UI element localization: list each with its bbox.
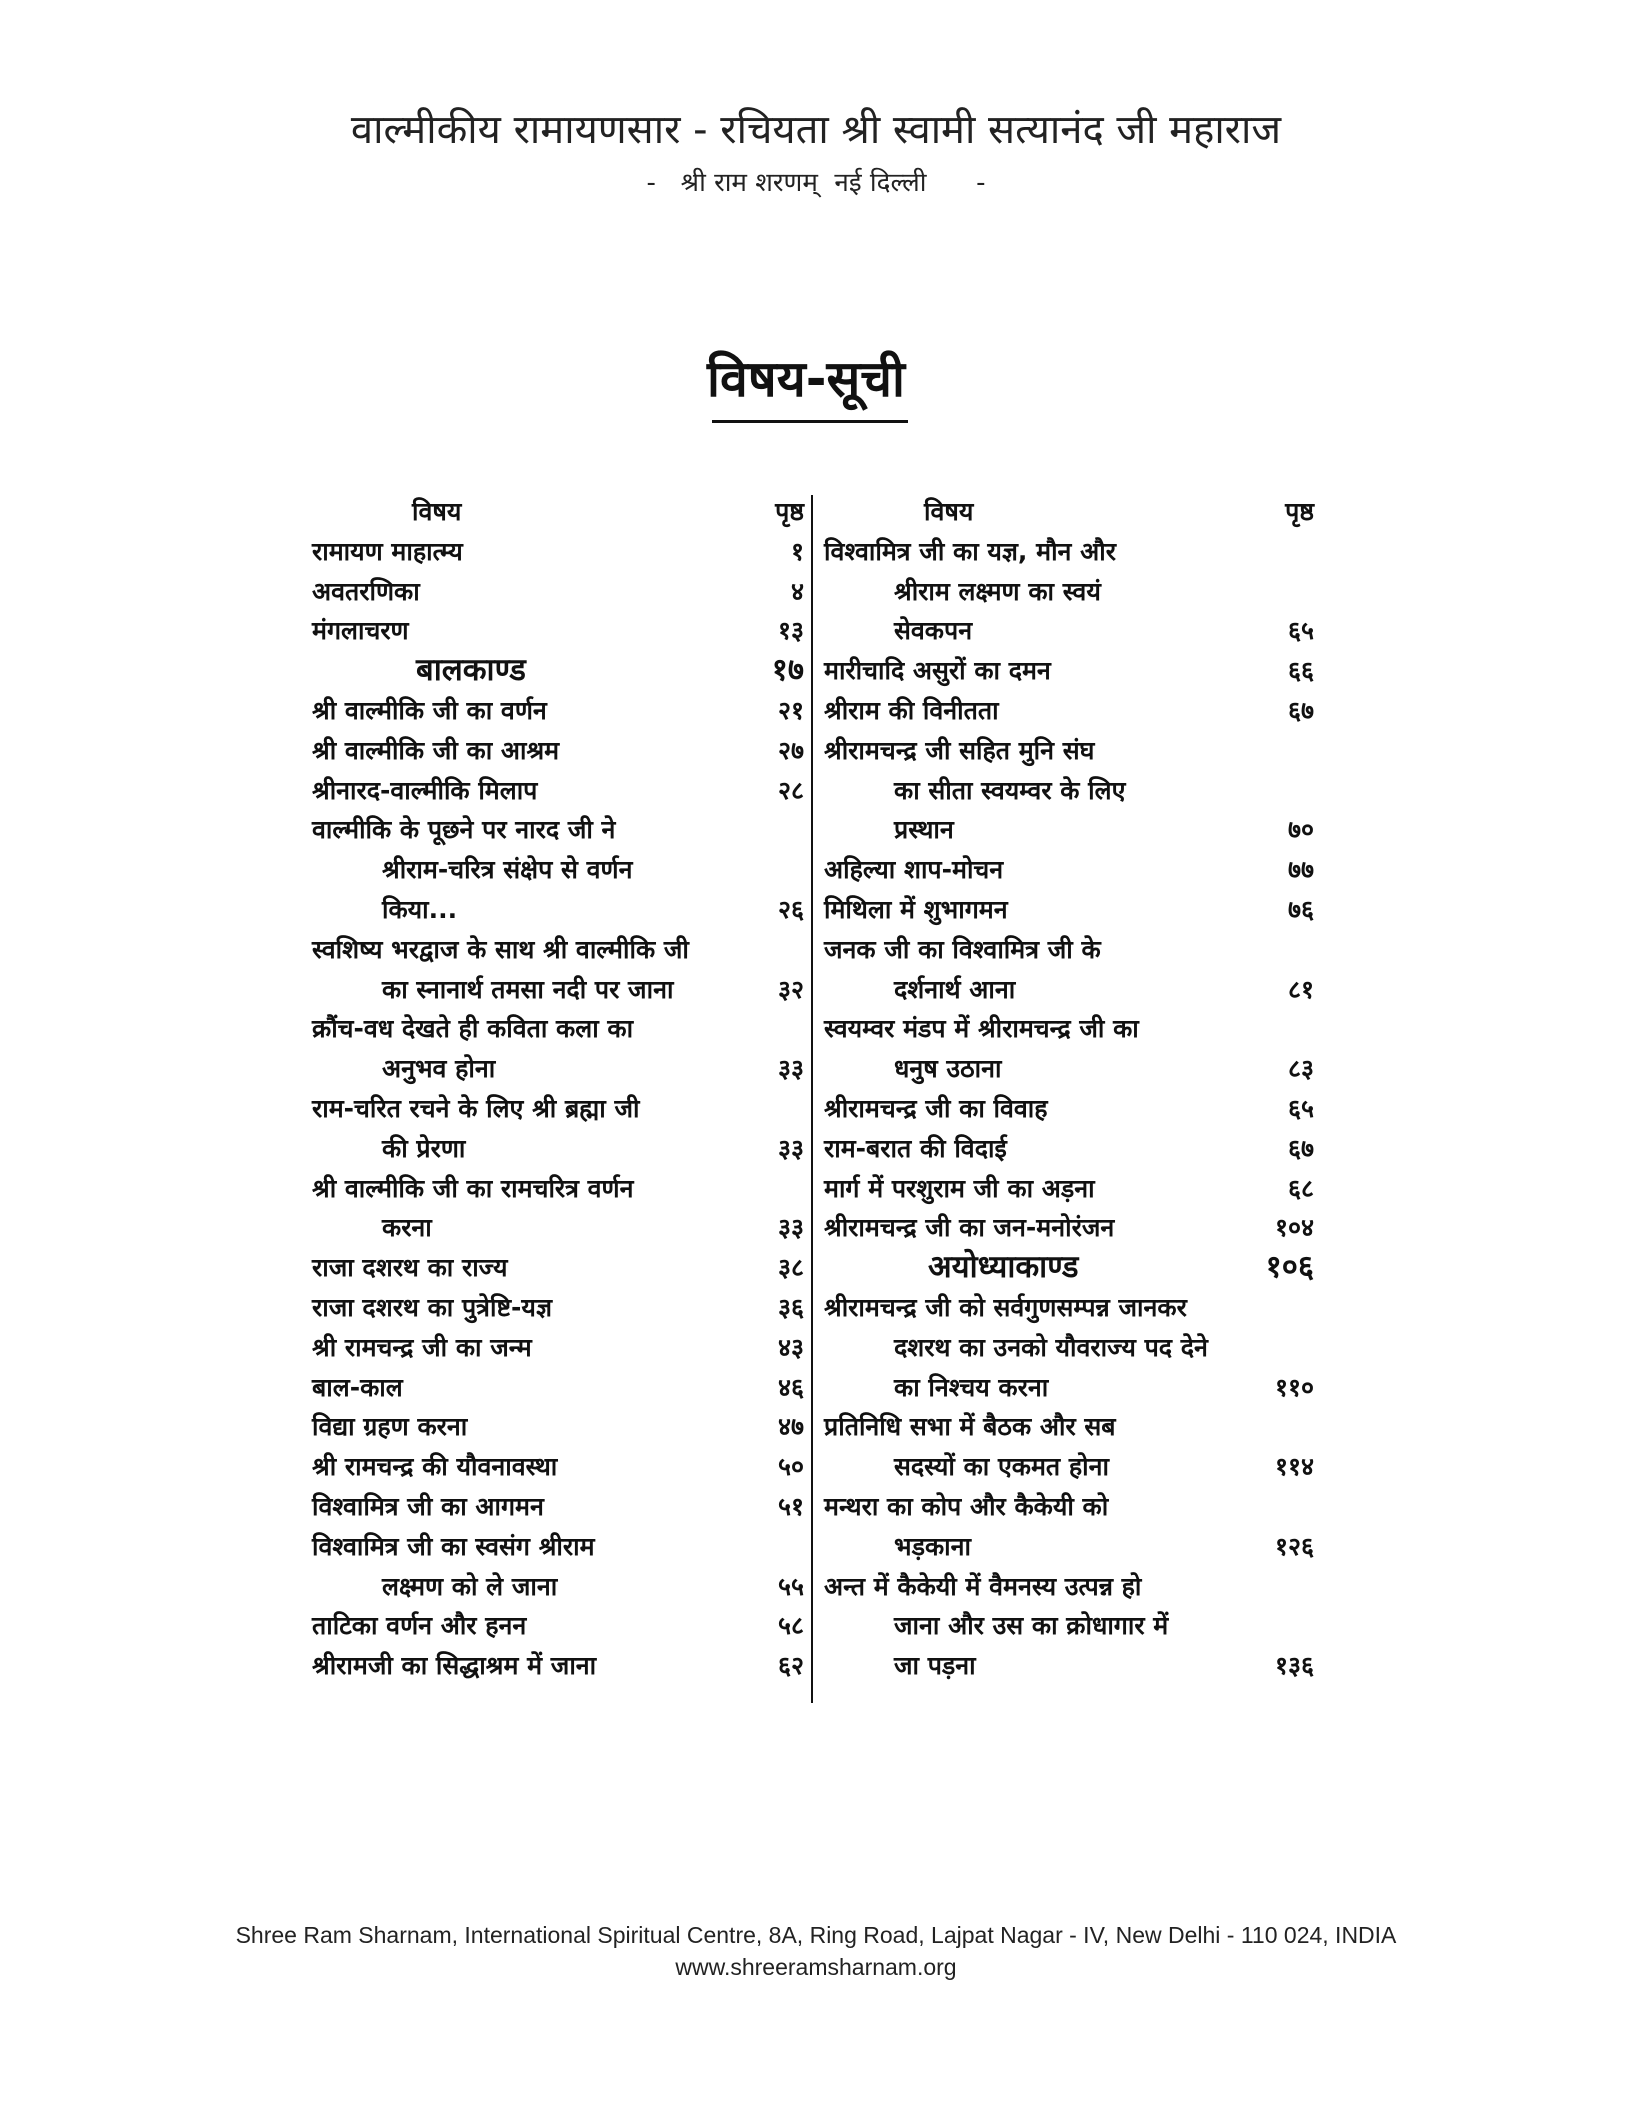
toc-entry-row [312, 1129, 804, 1169]
entry-title: का निश्चय करना [894, 1372, 1049, 1402]
entry-page-number: १०४ [1274, 1213, 1314, 1243]
entry-title: श्रीरामचन्द्र जी का विवाह [824, 1093, 1048, 1123]
entry-title: विश्वामित्र जी का यज्ञ, मौन और [824, 536, 1116, 566]
entry-title: श्रीराम लक्ष्मण का स्वयं [894, 576, 1101, 606]
entry-title: मार्ग में परशुराम जी का अड़ना [824, 1173, 1095, 1203]
entry-title: प्रस्थान [894, 815, 954, 845]
toc-entry-row [312, 1646, 804, 1686]
entry-title: किया... [382, 894, 458, 924]
entry-title: मारीचादि असुरों का दमन [824, 656, 1051, 686]
section-title: अयोध्याकाण्ड [928, 1249, 1079, 1286]
entry-title: श्रीरामजी का सिद्धाश्रम में जाना [312, 1651, 597, 1681]
toc-entry-row [824, 1447, 1314, 1487]
book-title-line: वाल्मीकीय रामायणसार - रचियता श्री स्वामी सत्यानंद जी महाराज [350, 107, 1282, 153]
toc-entry-row [824, 1567, 1314, 1607]
entry-page-number: २६ [777, 894, 804, 924]
entry-title: स्वशिष्य भरद्वाज के साथ श्री वाल्मीकि जी [312, 934, 689, 964]
entry-page-number: १७ [771, 652, 804, 689]
entry-title: लक्ष्मण को ले जाना [382, 1571, 558, 1601]
entry-title: की प्रेरणा [382, 1133, 466, 1163]
entry-page-number: ७० [1287, 815, 1314, 845]
entry-title: राम-चरित रचने के लिए श्री ब्रह्मा जी [312, 1093, 640, 1123]
entry-title: मन्थरा का कोप और कैकेयी को [824, 1491, 1109, 1521]
entry-title: भड़काना [894, 1531, 971, 1561]
entry-title: श्रीरामचन्द्र जी को सर्वगुणसम्पन्न जानकर [824, 1292, 1187, 1322]
toc-title: विषय-सूची [707, 350, 905, 408]
entry-page-number: ३६ [777, 1292, 804, 1322]
toc-entry-row [312, 1049, 804, 1089]
toc-left-header-row [312, 492, 804, 532]
entry-page-number: ४७ [777, 1412, 804, 1442]
toc-entry-row [824, 1328, 1314, 1368]
entry-page-number: ४३ [777, 1332, 804, 1362]
entry-page-number: ३८ [777, 1253, 804, 1283]
entry-title: श्री रामचन्द्र की यौवनावस्था [312, 1452, 558, 1482]
entry-title: दशरथ का उनको यौवराज्य पद देने [894, 1332, 1208, 1362]
toc-entry-row [824, 611, 1314, 651]
toc-entry-row [824, 1646, 1314, 1686]
toc-entry-row [824, 850, 1314, 890]
toc-entry-row [824, 1169, 1314, 1209]
toc-entry-row [824, 1407, 1314, 1447]
entry-title: का सीता स्वयम्वर के लिए [894, 775, 1126, 805]
entry-page-number: २७ [777, 735, 804, 765]
entry-title: मंगलाचरण [312, 616, 409, 646]
toc-entry-row [312, 1527, 804, 1567]
entry-title: बाल-काल [312, 1372, 403, 1402]
subject-header: विषय [924, 497, 974, 526]
entry-title: वाल्मीकि के पूछने पर नारद जी ने [312, 815, 616, 845]
entry-page-number: १०६ [1265, 1249, 1314, 1286]
page-header: पृष्ठ [1285, 497, 1314, 526]
toc-entry-row [824, 1606, 1314, 1646]
toc-entry-row [312, 1089, 804, 1129]
toc-entry-row [824, 1527, 1314, 1567]
toc-section-row [312, 651, 804, 691]
entry-title: जाना और उस का क्रोधागार में [894, 1611, 1169, 1641]
toc-entry-row [824, 1487, 1314, 1527]
entry-title: रामायण माहात्म्य [312, 536, 463, 566]
column-divider [811, 495, 813, 1703]
entry-title: दर्शनार्थ आना [894, 974, 1016, 1004]
toc-entry-row [824, 1049, 1314, 1089]
entry-title: अवतरणिका [312, 576, 420, 606]
entry-title: श्रीरामचन्द्र जी सहित मुनि संघ [824, 735, 1095, 765]
toc-entry-row [312, 1208, 804, 1248]
entry-page-number: ३२ [777, 974, 804, 1004]
toc-entry-row [824, 731, 1314, 771]
toc-entry-row [824, 1288, 1314, 1328]
toc-entry-row [824, 572, 1314, 612]
toc-entry-row [312, 1567, 804, 1607]
toc-entry-row [312, 890, 804, 930]
toc-entry-row [824, 771, 1314, 811]
toc-entry-row [312, 731, 804, 771]
toc-entry-row [824, 970, 1314, 1010]
toc-entry-row [824, 810, 1314, 850]
footer-address: Shree Ram Sharnam, International Spiritual Centre, 8A, Ring Road, Lajpat Nagar - IV, New Delhi - 110 024, INDIA [235, 1922, 1397, 1948]
entry-page-number: ६६ [1287, 656, 1314, 686]
toc-entry-row [824, 1009, 1314, 1049]
entry-page-number: ८३ [1287, 1054, 1314, 1084]
toc-entry-row [312, 810, 804, 850]
toc-entry-row [824, 1368, 1314, 1408]
toc-left-column [312, 492, 804, 1686]
entry-title: करना [382, 1213, 432, 1243]
entry-title: जा पड़ना [894, 1651, 976, 1681]
entry-page-number: ६८ [1287, 1173, 1314, 1203]
entry-title: अन्त में कैकेयी में वैमनस्य उत्पन्न हो [824, 1571, 1142, 1601]
entry-title: विश्वामित्र जी का स्वसंग श्रीराम [312, 1531, 595, 1561]
toc-right-rows [824, 532, 1314, 1686]
toc-entry-row [312, 970, 804, 1010]
entry-title: विद्या ग्रहण करना [312, 1412, 468, 1442]
entry-page-number: १३६ [1274, 1651, 1314, 1681]
toc-entry-row [824, 890, 1314, 930]
toc-entry-row [312, 611, 804, 651]
toc-entry-row [312, 1328, 804, 1368]
entry-page-number: १३ [777, 616, 804, 646]
toc-entry-row [312, 1606, 804, 1646]
entry-title: जनक जी का विश्वामित्र जी के [824, 934, 1101, 964]
entry-page-number: ३३ [777, 1213, 804, 1243]
toc-entry-row [312, 1407, 804, 1447]
toc-entry-row [824, 1208, 1314, 1248]
toc-entry-row [312, 572, 804, 612]
entry-title: श्रीनारद-वाल्मीकि मिलाप [312, 775, 538, 805]
entry-title: क्रौंच-वध देखते ही कविता कला का [312, 1014, 634, 1044]
toc-title-underline [712, 420, 908, 423]
entry-title: धनुष उठाना [894, 1054, 1002, 1084]
toc-right-header-row [824, 492, 1314, 532]
toc-entry-row [824, 1129, 1314, 1169]
entry-page-number: २१ [777, 695, 804, 725]
toc-entry-row [824, 532, 1314, 572]
entry-title: श्रीराम-चरित्र संक्षेप से वर्णन [382, 855, 633, 885]
entry-title: विश्वामित्र जी का आगमन [312, 1491, 544, 1521]
toc-entry-row [312, 1487, 804, 1527]
toc-entry-row [824, 691, 1314, 731]
footer-url: www.shreeramsharnam.org [675, 1954, 957, 1980]
entry-title: श्री वाल्मीकि जी का रामचरित्र वर्णन [312, 1173, 634, 1203]
toc-entry-row [312, 1288, 804, 1328]
publisher-line: - श्री राम शरणम् नई दिल्ली - [646, 168, 986, 198]
entry-title: स्वयम्वर मंडप में श्रीरामचन्द्र जी का [824, 1014, 1139, 1044]
entry-title: श्री वाल्मीकि जी का वर्णन [312, 695, 547, 725]
entry-page-number: ३३ [777, 1054, 804, 1084]
entry-title: श्रीरामचन्द्र जी का जन-मनोरंजन [824, 1213, 1115, 1243]
toc-left-rows [312, 532, 804, 1686]
entry-title: श्री वाल्मीकि जी का आश्रम [312, 735, 560, 765]
toc-entry-row [312, 1368, 804, 1408]
section-title: बालकाण्ड [416, 652, 526, 689]
toc-entry-row [312, 850, 804, 890]
toc-entry-row [312, 1248, 804, 1288]
entry-title: अनुभव होना [382, 1054, 496, 1084]
entry-page-number: २८ [777, 775, 804, 805]
entry-page-number: ६५ [1287, 1093, 1314, 1123]
entry-page-number: ५१ [777, 1491, 804, 1521]
subject-header: विषय [412, 497, 462, 526]
entry-title: सदस्यों का एकमत होना [894, 1452, 1109, 1482]
entry-page-number: ६२ [777, 1651, 804, 1681]
entry-title: प्रतिनिधि सभा में बैठक और सब [824, 1412, 1116, 1442]
entry-title: राम-बरात की विदाई [824, 1133, 1007, 1163]
entry-page-number: ६७ [1287, 695, 1314, 725]
entry-page-number: १२६ [1274, 1531, 1314, 1561]
entry-page-number: ७७ [1287, 855, 1314, 885]
entry-page-number: ५५ [777, 1571, 804, 1601]
entry-page-number: ६७ [1287, 1133, 1314, 1163]
toc-entry-row [312, 532, 804, 572]
toc-entry-row [824, 1089, 1314, 1129]
entry-page-number: ५८ [777, 1611, 804, 1641]
toc-entry-row [312, 1169, 804, 1209]
entry-page-number: ५० [777, 1452, 804, 1482]
toc-entry-row [824, 651, 1314, 691]
entry-page-number: ४ [790, 576, 804, 606]
entry-page-number: ४६ [777, 1372, 804, 1402]
entry-title: श्री रामचन्द्र जी का जन्म [312, 1332, 532, 1362]
entry-page-number: ११४ [1274, 1452, 1314, 1482]
entry-title: राजा दशरथ का पुत्रेष्टि-यज्ञ [312, 1292, 552, 1322]
entry-title: मिथिला में शुभागमन [824, 894, 1008, 924]
entry-page-number: ७६ [1287, 894, 1314, 924]
toc-entry-row [312, 930, 804, 970]
entry-title: ताटिका वर्णन और हनन [312, 1611, 527, 1641]
entry-page-number: ११० [1274, 1372, 1314, 1402]
entry-page-number: ६५ [1287, 616, 1314, 646]
page-header: पृष्ठ [775, 497, 804, 526]
entry-title: का स्नानार्थ तमसा नदी पर जाना [382, 974, 674, 1004]
toc-entry-row [312, 1009, 804, 1049]
entry-title: सेवकपन [894, 616, 973, 646]
entry-title: राजा दशरथ का राज्य [312, 1253, 508, 1283]
entry-page-number: १ [790, 536, 804, 566]
entry-title: अहिल्या शाप-मोचन [824, 855, 1004, 885]
entry-page-number: ८१ [1287, 974, 1314, 1004]
toc-entry-row [824, 930, 1314, 970]
toc-entry-row [312, 1447, 804, 1487]
toc-right-column [824, 492, 1314, 1686]
toc-entry-row [312, 691, 804, 731]
toc-entry-row [312, 771, 804, 811]
entry-page-number: ३३ [777, 1133, 804, 1163]
entry-title: श्रीराम की विनीतता [824, 695, 999, 725]
toc-section-row [824, 1248, 1314, 1288]
